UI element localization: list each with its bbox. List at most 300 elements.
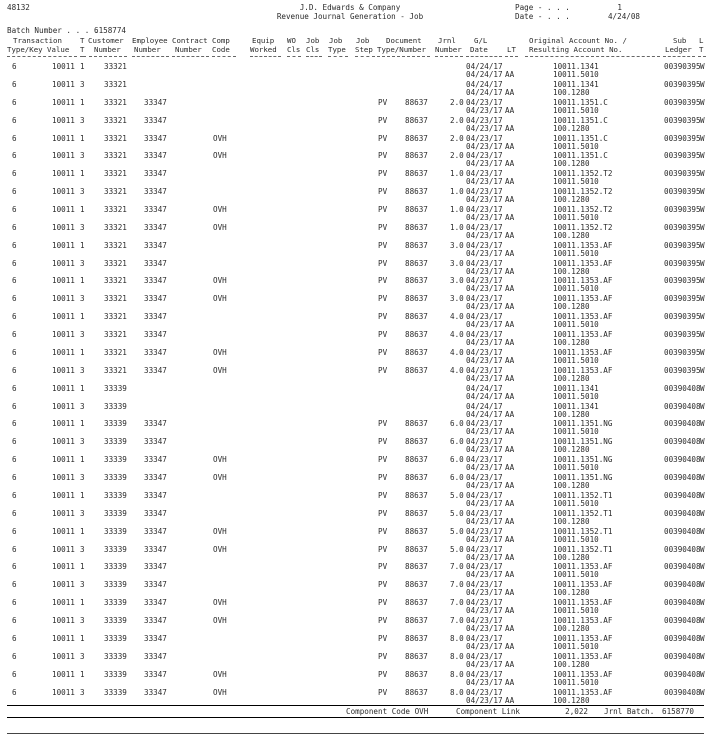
entry-gl-date: 04/24/17: [466, 401, 503, 411]
entry-result-account: 100.1280: [553, 338, 590, 348]
entry-t: 1: [80, 347, 85, 357]
entry-result-account: 100.1280: [553, 302, 590, 312]
entry-employee: 33347: [144, 97, 167, 107]
entry-result-lt: AA: [505, 570, 515, 580]
hdr-job-type: Job: [329, 36, 343, 45]
entry-key-value: 10011: [52, 79, 75, 89]
entry-customer: 33321: [104, 97, 127, 107]
entry-key-value: 10011: [52, 133, 75, 143]
entry-t: 3: [80, 330, 85, 340]
entry-sub-ledger: 00390408: [664, 490, 701, 500]
hdr-employee-2: Number: [134, 45, 161, 54]
entry-type: 6: [12, 330, 17, 340]
entry-result-lt: AA: [505, 159, 515, 169]
entry-customer: 33339: [104, 562, 127, 572]
entry-type: 6: [12, 598, 17, 608]
entry-employee: 33347: [144, 526, 167, 536]
entry-employee: 33347: [144, 347, 167, 357]
entry-t: 3: [80, 616, 85, 625]
entry-doc-type: PV: [378, 616, 388, 625]
entry-t: 3: [80, 187, 85, 197]
entry-result-date: 04/23/17: [466, 463, 503, 473]
entry-original-account: 10011.1353.AF: [553, 276, 613, 286]
entry-line-2: [0, 570, 710, 579]
entry-doc-type: PV: [378, 169, 388, 179]
hdr-jrnl-2: Number: [435, 45, 462, 54]
entry-sub-ledger: 00390395: [664, 347, 701, 357]
entry-line-2: [0, 320, 710, 329]
entry-customer: 33321: [104, 222, 127, 232]
entry-customer: 33321: [104, 133, 127, 143]
entry-line-2: [0, 88, 710, 97]
entry-type: 6: [12, 490, 17, 500]
entry-employee: 33347: [144, 455, 167, 465]
entry-customer: 33321: [104, 115, 127, 125]
entry-key-value: 10011: [52, 115, 75, 125]
entry-customer: 33339: [104, 598, 127, 608]
entry-line-2: [0, 678, 710, 687]
entry-sub-ledger: 00390395: [664, 169, 701, 179]
entry-result-date: 04/23/17: [466, 445, 503, 455]
entry-gl-date: 04/23/17: [466, 240, 503, 250]
entry-result-account: 100.1280: [553, 624, 590, 633]
entry-type: 6: [12, 669, 17, 679]
entry-result-account: 100.1280: [553, 230, 590, 240]
jrnl-batch-number: 6158770: [662, 707, 695, 716]
entry-original-account: 10011.1352.T2: [553, 169, 613, 179]
entry-original-account: 10011.1351.NG: [553, 437, 613, 447]
entry-doc-type: PV: [378, 562, 388, 572]
entry-result-lt: AA: [505, 427, 515, 437]
entry-doc-type: PV: [378, 419, 388, 429]
entry-comp-code: OVH: [213, 276, 227, 286]
hdr-equip: Equip: [252, 36, 275, 45]
entry-doc-type: PV: [378, 365, 388, 375]
entry-result-date: 04/23/17: [466, 552, 503, 562]
entry-customer: 33321: [104, 151, 127, 161]
entry-ledger-type: W: [700, 437, 705, 447]
entry-doc-number: 88637: [405, 294, 428, 304]
entry-ledger-type: W: [700, 473, 705, 482]
entry-type: 6: [12, 79, 17, 89]
entry-line-2: [0, 606, 710, 615]
entry-sub-ledger: 00390408: [664, 598, 701, 608]
entry-t: 3: [80, 222, 85, 232]
entry-comp-code: OVH: [213, 473, 227, 482]
entry-gl-date: 04/23/17: [466, 312, 503, 322]
entry-type: 6: [12, 276, 17, 286]
entry-type: 6: [12, 473, 17, 482]
entry-line-2: [0, 302, 710, 311]
entry-key-value: 10011: [52, 598, 75, 608]
entry-result-account: 10011.5010: [553, 105, 599, 115]
hdr-gl: G/L: [474, 36, 488, 45]
entry-jrnl-number: 3.0: [450, 258, 464, 268]
entry-doc-type: PV: [378, 651, 388, 661]
entry-t: 1: [80, 62, 85, 71]
entry-result-account: 10011.5010: [553, 606, 599, 616]
entry-sub-ledger: 00390408: [664, 455, 701, 465]
entry-key-value: 10011: [52, 687, 75, 697]
entry-comp-code: OVH: [213, 669, 227, 679]
entry-sub-ledger: 00390395: [664, 79, 701, 89]
entry-result-date: 04/23/17: [466, 105, 503, 115]
entry-line-2: [0, 213, 710, 222]
entry-line-2: [0, 445, 710, 454]
entry-result-date: 04/23/17: [466, 230, 503, 240]
entry-t: 1: [80, 598, 85, 608]
entry-doc-type: PV: [378, 687, 388, 697]
header-underline: [250, 56, 281, 57]
entry-key-value: 10011: [52, 455, 75, 465]
entry-line-2: [0, 499, 710, 508]
entry-sub-ledger: 00390395: [664, 187, 701, 197]
entry-type: 6: [12, 401, 17, 411]
entry-doc-type: PV: [378, 508, 388, 518]
header-underline: [132, 56, 169, 57]
hdr-account: Original Account No. /: [529, 36, 627, 45]
entry-result-account: 10011.5010: [553, 534, 599, 544]
hdr-document: Document: [386, 36, 422, 45]
entry-sub-ledger: 00390395: [664, 205, 701, 214]
entry-jrnl-number: 7.0: [450, 598, 464, 608]
entry-jrnl-number: 2.0: [450, 133, 464, 143]
entry-jrnl-number: 1.0: [450, 222, 464, 232]
entry-key-value: 10011: [52, 330, 75, 340]
entry-original-account: 10011.1351.NG: [553, 419, 613, 429]
entry-result-date: 04/23/17: [466, 320, 503, 330]
entry-sub-ledger: 00390408: [664, 419, 701, 429]
entry-result-account: 100.1280: [553, 123, 590, 133]
entry-employee: 33347: [144, 419, 167, 429]
entry-employee: 33347: [144, 633, 167, 643]
entry-jrnl-number: 2.0: [450, 151, 464, 161]
entry-t: 1: [80, 312, 85, 322]
entry-employee: 33347: [144, 312, 167, 322]
entry-result-lt: AA: [505, 70, 515, 79]
entry-ledger-type: W: [700, 562, 705, 572]
entry-t: 3: [80, 79, 85, 89]
entry-gl-date: 04/23/17: [466, 222, 503, 232]
entry-line-2: [0, 535, 710, 544]
entry-type: 6: [12, 687, 17, 697]
entry-employee: 33347: [144, 473, 167, 482]
header-underline: [7, 56, 77, 57]
entry-key-value: 10011: [52, 222, 75, 232]
entry-doc-number: 88637: [405, 97, 428, 107]
entry-original-account: 10011.1353.AF: [553, 258, 613, 268]
entry-sub-ledger: 00390395: [664, 312, 701, 322]
entry-doc-number: 88637: [405, 187, 428, 197]
entry-result-date: 04/23/17: [466, 677, 503, 687]
entry-doc-number: 88637: [405, 437, 428, 447]
entry-gl-date: 04/23/17: [466, 258, 503, 268]
entry-line-2: [0, 284, 710, 293]
entry-result-lt: AA: [505, 87, 515, 97]
entry-jrnl-number: 3.0: [450, 294, 464, 304]
entry-type: 6: [12, 258, 17, 268]
entry-sub-ledger: 00390395: [664, 330, 701, 340]
entry-t: 3: [80, 365, 85, 375]
entry-original-account: 10011.1353.AF: [553, 651, 613, 661]
entry-t: 3: [80, 651, 85, 661]
entry-result-account: 100.1280: [553, 87, 590, 97]
page-label: Page - . . .: [515, 3, 570, 12]
entry-customer: 33339: [104, 401, 127, 411]
entry-doc-number: 88637: [405, 616, 428, 625]
header-underline: [212, 56, 236, 57]
hdr-t: T: [80, 36, 85, 45]
entry-line-2: [0, 642, 710, 651]
entry-gl-date: 04/23/17: [466, 562, 503, 572]
entry-employee: 33347: [144, 187, 167, 197]
entry-ledger-type: W: [700, 580, 705, 590]
entry-type: 6: [12, 580, 17, 590]
entry-result-date: 04/24/17: [466, 87, 503, 97]
entry-line-2: [0, 588, 710, 597]
entry-comp-code: OVH: [213, 222, 227, 232]
entry-t: 1: [80, 419, 85, 429]
entry-gl-date: 04/23/17: [466, 651, 503, 661]
entry-result-lt: AA: [505, 266, 515, 276]
entry-gl-date: 04/24/17: [466, 383, 503, 393]
entry-employee: 33347: [144, 222, 167, 232]
hdr-comp: Comp: [212, 36, 230, 45]
entry-type: 6: [12, 115, 17, 125]
entry-sub-ledger: 00390395: [664, 151, 701, 161]
entry-gl-date: 04/23/17: [466, 133, 503, 143]
footer-bottom-rule: [7, 717, 704, 718]
entry-t: 3: [80, 473, 85, 482]
entry-comp-code: OVH: [213, 151, 227, 161]
entry-doc-type: PV: [378, 544, 388, 554]
entry-employee: 33347: [144, 133, 167, 143]
entry-ledger-type: W: [700, 169, 705, 179]
entry-customer: 33321: [104, 330, 127, 340]
header-underline: [355, 56, 375, 57]
entry-gl-date: 04/23/17: [466, 294, 503, 304]
entry-key-value: 10011: [52, 616, 75, 625]
entry-gl-date: 04/24/17: [466, 62, 503, 71]
entry-sub-ledger: 00390395: [664, 97, 701, 107]
hdr-document-2: Type/Number: [377, 45, 426, 54]
entry-sub-ledger: 00390408: [664, 651, 701, 661]
entry-result-account: 100.1280: [553, 373, 590, 383]
entry-type: 6: [12, 347, 17, 357]
entry-original-account: 10011.1353.AF: [553, 580, 613, 590]
entry-line-2: [0, 106, 710, 115]
entry-employee: 33347: [144, 276, 167, 286]
entry-key-value: 10011: [52, 562, 75, 572]
entry-result-account: 100.1280: [553, 445, 590, 455]
entry-type: 6: [12, 187, 17, 197]
entry-gl-date: 04/23/17: [466, 187, 503, 197]
entry-result-lt: AA: [505, 373, 515, 383]
entry-line-2: [0, 463, 710, 472]
entry-type: 6: [12, 526, 17, 536]
entry-doc-type: PV: [378, 97, 388, 107]
entry-employee: 33347: [144, 616, 167, 625]
entry-result-account: 10011.5010: [553, 570, 599, 580]
entry-ledger-type: W: [700, 294, 705, 304]
entry-employee: 33347: [144, 544, 167, 554]
entry-key-value: 10011: [52, 669, 75, 679]
footer-top-rule: [7, 705, 704, 706]
entry-type: 6: [12, 294, 17, 304]
entry-doc-type: PV: [378, 347, 388, 357]
hdr-contract-2: Number: [175, 45, 202, 54]
entry-result-lt: AA: [505, 677, 515, 687]
hdr-job-cls-2: Cls: [306, 45, 320, 54]
entry-doc-type: PV: [378, 580, 388, 590]
entry-type: 6: [12, 169, 17, 179]
entry-result-lt: AA: [505, 552, 515, 562]
entry-result-lt: AA: [505, 105, 515, 115]
entry-result-date: 04/23/17: [466, 695, 503, 705]
entry-result-account: 10011.5010: [553, 177, 599, 187]
entry-doc-type: PV: [378, 669, 388, 679]
entry-jrnl-number: 6.0: [450, 437, 464, 447]
entry-comp-code: OVH: [213, 687, 227, 697]
entry-customer: 33339: [104, 526, 127, 536]
entry-jrnl-number: 6.0: [450, 419, 464, 429]
entry-key-value: 10011: [52, 187, 75, 197]
entry-t: 3: [80, 294, 85, 304]
entry-result-account: 10011.5010: [553, 141, 599, 151]
entry-type: 6: [12, 544, 17, 554]
entry-ledger-type: W: [700, 258, 705, 268]
entry-jrnl-number: 4.0: [450, 365, 464, 375]
entry-jrnl-number: 3.0: [450, 240, 464, 250]
hdr-comp-2: Code: [212, 45, 230, 54]
hdr-job-type-2: Type: [328, 45, 346, 54]
component-code-label: Component Code OVH: [346, 707, 429, 716]
entry-line-2: [0, 70, 710, 79]
entry-jrnl-number: 5.0: [450, 526, 464, 536]
entry-sub-ledger: 00390408: [664, 526, 701, 536]
entry-key-value: 10011: [52, 580, 75, 590]
entry-sub-ledger: 00390395: [664, 222, 701, 232]
entry-result-date: 04/23/17: [466, 534, 503, 544]
entry-original-account: 10011.1352.T2: [553, 222, 613, 232]
entry-type: 6: [12, 616, 17, 625]
entry-t: 1: [80, 133, 85, 143]
entry-employee: 33347: [144, 651, 167, 661]
entry-sub-ledger: 00390395: [664, 133, 701, 143]
entry-employee: 33347: [144, 115, 167, 125]
entry-original-account: 10011.1351.NG: [553, 455, 613, 465]
entry-type: 6: [12, 205, 17, 214]
entry-jrnl-number: 4.0: [450, 312, 464, 322]
entry-doc-number: 88637: [405, 312, 428, 322]
entry-original-account: 10011.1353.AF: [553, 312, 613, 322]
entry-ledger-type: W: [700, 508, 705, 518]
entry-sub-ledger: 00390408: [664, 687, 701, 697]
entry-employee: 33347: [144, 365, 167, 375]
entry-doc-type: PV: [378, 276, 388, 286]
hdr-t-2: T: [80, 45, 85, 54]
entry-line-2: [0, 124, 710, 133]
entry-key-value: 10011: [52, 383, 75, 393]
entry-jrnl-number: 8.0: [450, 669, 464, 679]
entry-key-value: 10011: [52, 205, 75, 214]
entry-sub-ledger: 00390408: [664, 562, 701, 572]
entry-doc-type: PV: [378, 151, 388, 161]
entry-jrnl-number: 1.0: [450, 205, 464, 214]
entry-sub-ledger: 00390395: [664, 365, 701, 375]
entry-result-lt: AA: [505, 177, 515, 187]
entry-result-date: 04/23/17: [466, 355, 503, 365]
entry-ledger-type: W: [700, 669, 705, 679]
entry-original-account: 10011.1351.C: [553, 97, 608, 107]
entry-result-lt: AA: [505, 355, 515, 365]
entry-doc-number: 88637: [405, 115, 428, 125]
entry-result-lt: AA: [505, 248, 515, 258]
entry-ledger-type: W: [700, 62, 705, 71]
entry-sub-ledger: 00390395: [664, 62, 701, 71]
entry-customer: 33339: [104, 437, 127, 447]
entry-result-account: 100.1280: [553, 266, 590, 276]
entry-result-account: 10011.5010: [553, 391, 599, 401]
entry-result-account: 100.1280: [553, 552, 590, 562]
entry-t: 1: [80, 205, 85, 214]
entry-t: 1: [80, 240, 85, 250]
entry-customer: 33339: [104, 669, 127, 679]
entry-ledger-type: W: [700, 365, 705, 375]
entry-customer: 33339: [104, 473, 127, 482]
entry-comp-code: OVH: [213, 347, 227, 357]
entry-original-account: 10011.1352.T2: [553, 187, 613, 197]
entry-doc-number: 88637: [405, 562, 428, 572]
entry-sub-ledger: 00390408: [664, 383, 701, 393]
jrnl-batch-label: Jrnl Batch.: [604, 707, 655, 716]
entry-original-account: 10011.1352.T1: [553, 508, 613, 518]
entry-result-date: 04/23/17: [466, 159, 503, 169]
entry-result-account: 100.1280: [553, 588, 590, 598]
entry-ledger-type: W: [700, 330, 705, 340]
entry-doc-type: PV: [378, 437, 388, 447]
entry-doc-number: 88637: [405, 276, 428, 286]
column-header-row-1: [0, 36, 710, 45]
entry-ledger-type: W: [700, 633, 705, 643]
entry-jrnl-number: 7.0: [450, 562, 464, 572]
entry-result-date: 04/23/17: [466, 213, 503, 222]
header-underline: [89, 56, 127, 57]
entry-t: 3: [80, 580, 85, 590]
entry-sub-ledger: 00390395: [664, 240, 701, 250]
entry-result-lt: AA: [505, 320, 515, 330]
entry-original-account: 10011.1352.T2: [553, 205, 613, 214]
entry-t: 1: [80, 490, 85, 500]
hdr-customer: Customer: [88, 36, 124, 45]
entry-line-2: [0, 517, 710, 526]
header-underline: [505, 56, 518, 57]
report-code: 48132: [7, 3, 30, 12]
entry-result-lt: AA: [505, 498, 515, 508]
entry-key-value: 10011: [52, 508, 75, 518]
hdr-l-2: T: [699, 45, 704, 54]
entry-key-value: 10011: [52, 62, 75, 71]
entry-doc-type: PV: [378, 526, 388, 536]
entry-comp-code: OVH: [213, 365, 227, 375]
entry-result-date: 04/23/17: [466, 373, 503, 383]
entry-customer: 33321: [104, 365, 127, 375]
entry-doc-type: PV: [378, 294, 388, 304]
entry-customer: 33321: [104, 312, 127, 322]
entry-comp-code: OVH: [213, 598, 227, 608]
entry-sub-ledger: 00390395: [664, 294, 701, 304]
date-label: Date - . . .: [515, 12, 570, 21]
